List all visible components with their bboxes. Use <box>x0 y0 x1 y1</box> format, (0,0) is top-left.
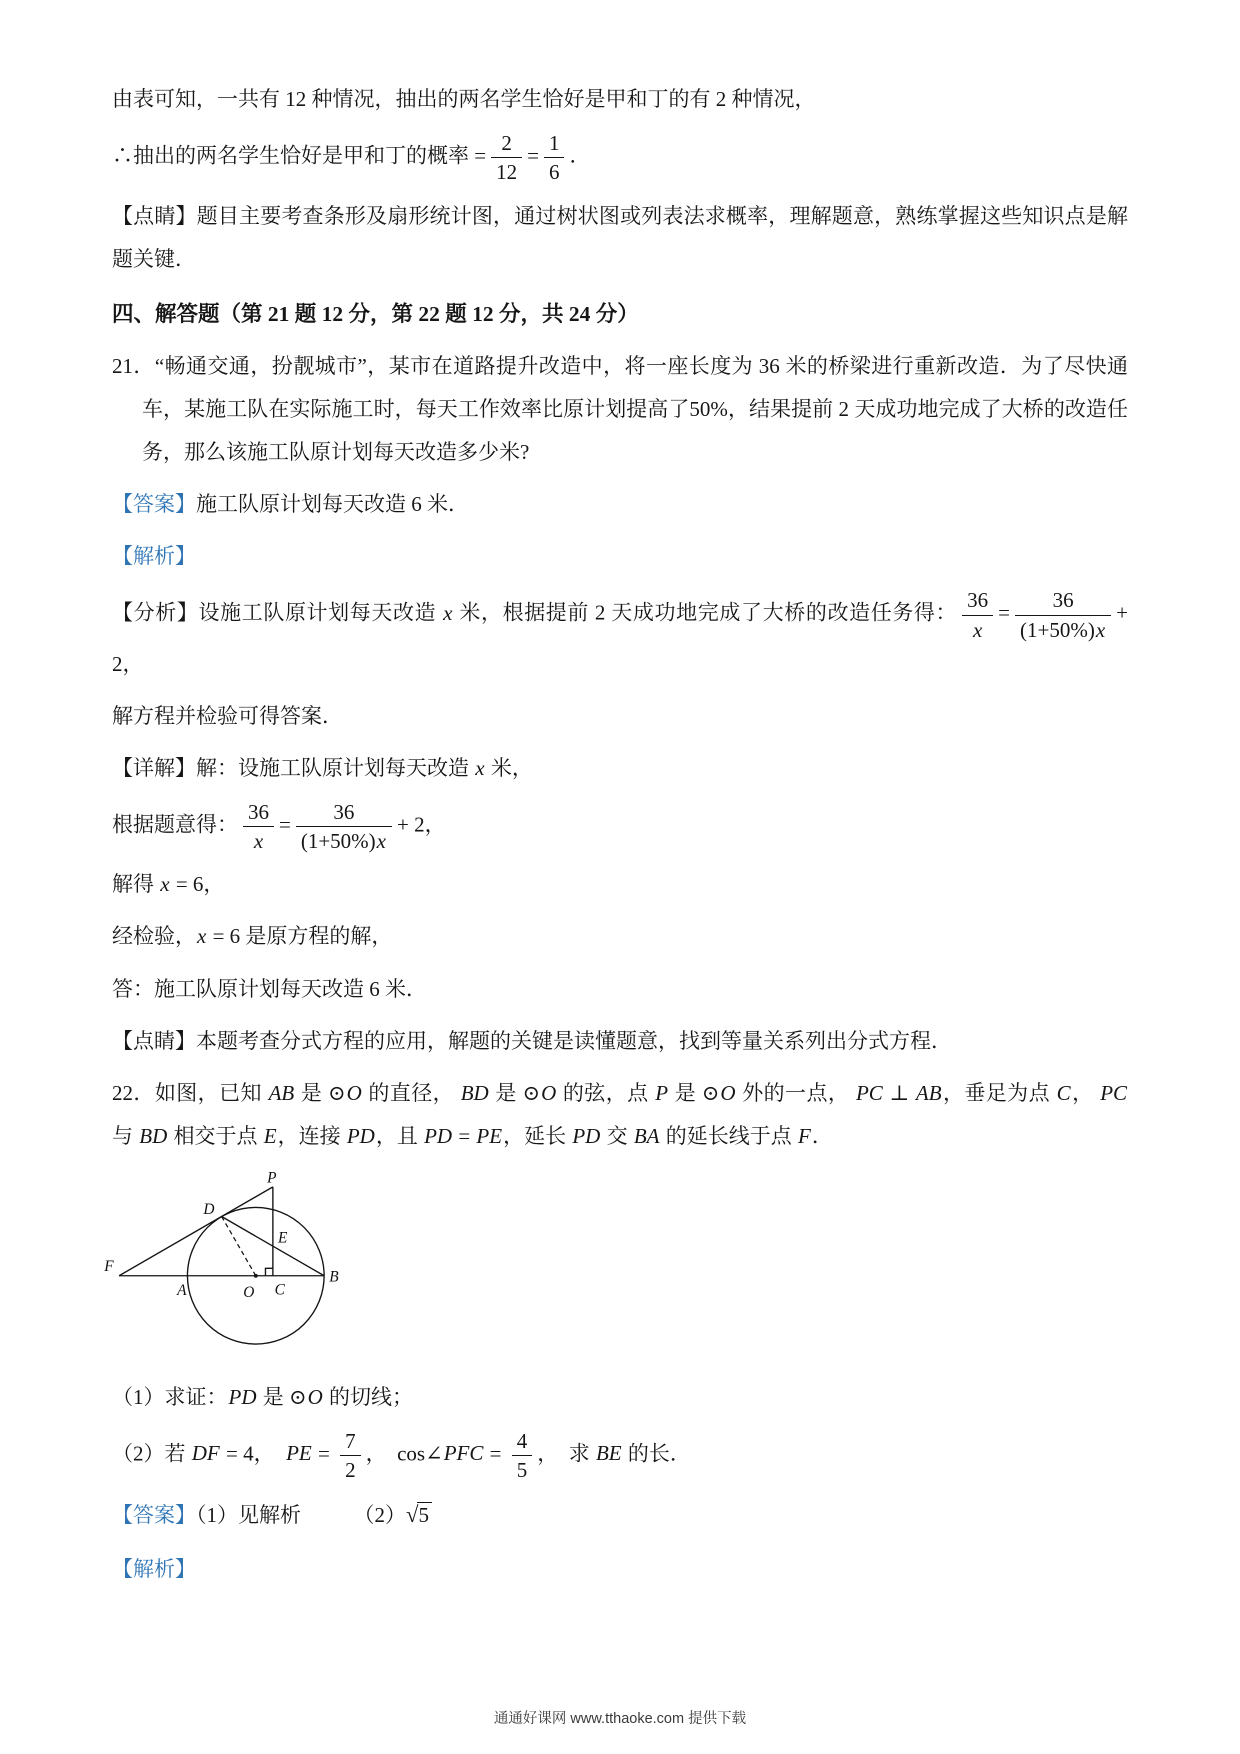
line-FP-tangent <box>119 1187 273 1276</box>
question-22-answer: 【答案】（1）见解析 （2）√5 <box>112 1492 1128 1539</box>
question-21-detail-setup: 【详解】解：设施工队原计划每天改造 x 米， <box>112 755 533 780</box>
geometry-figure <box>102 1167 1128 1364</box>
section-heading: 四、解答题（第 21 题 12 分，第 22 题 12 分，共 24 分） <box>112 301 639 326</box>
question-21-note: 【点睛】本题考查分式方程的应用，解题的关键是读懂题意，找到等量关系列出分式方程． <box>112 1028 952 1053</box>
center-point-O <box>254 1274 258 1278</box>
question-21-detail-answer: 答：施工队原计划每天改造 6 米． <box>112 976 427 1001</box>
label-D: D <box>203 1200 215 1218</box>
solution-line-table-count: 由表可知，一共有 12 种情况，抽出的两名学生恰好是甲和丁的有 2 种情况， <box>112 87 816 111</box>
question-21-analysis: 【分析】设施工队原计划每天改造 x 米，根据提前 2 天成功地完成了大桥的改造任务得： $\frac{36}{x}$ = $\frac{36}{(1+50\%)x}$ + 2， <box>112 588 1129 676</box>
question-21-detail-check: 经检验，x = 6 是原方程的解， <box>112 924 393 949</box>
question-22-part1: （1）求证：PD 是 ⊙O 的切线； <box>112 1384 414 1409</box>
question-21-analysis-cont: 解方程并检验可得答案． <box>112 703 343 728</box>
question-22-text: 22．如图，已知 AB 是 ⊙O 的直径， BD 是 ⊙O 的弦，点 P 是 ⊙O 外的一点， PC ⊥ AB，垂足为点 C， PC 与 BD 相交于点 E，连接 PD，且 PD = PE，延长 PD 交 BA 的延长线于点 F． <box>112 1080 1128 1148</box>
question-21-detail-solve: 解得 x = 6， <box>112 872 225 897</box>
question-21-detail-equation: 根据题意得： $\frac{36}{x}$ = $\frac{36}{(1+50\%)x}$ + 2， <box>112 799 446 854</box>
label-B: B <box>329 1268 339 1286</box>
solution-line-probability-equation: ∴抽出的两名学生恰好是甲和丁的概率 = $\frac{2}{12}$ = $\frac{1}{6}$ ． <box>112 131 591 185</box>
document-body <box>104 78 1129 1591</box>
label-O: O <box>243 1283 255 1301</box>
line-DO-dashed-radius <box>222 1216 256 1275</box>
question-21-text: 21．“畅通交通，扮靓城市”，某市在道路提升改造中，将一座长度为 36 米的桥梁进行重新改造．为了尽快通车，某施工队在实际施工时，每天工作效率比原计划提高了50%，结果提前 2 天成功地完成了大桥的改造任务，那么该施工队原计划每天改造多少米? <box>112 354 1128 465</box>
right-angle-mark <box>265 1268 272 1275</box>
page-footer-watermark: 通通好课网 www.tthaoke.com 提供下载 <box>493 1711 747 1727</box>
label-C: C <box>274 1281 285 1299</box>
question-22-part2: （2）若 DF = 4， PE = $\frac{7}{2}$ ， cos∠PFC = $\frac{4}{5}$ ， 求 BE 的长． <box>112 1428 691 1482</box>
question-21-answer: 【答案】施工队原计划每天改造 6 米． <box>112 492 469 517</box>
question-22-jiexi-label: 【解析】 <box>112 1556 196 1581</box>
label-P: P <box>267 1169 277 1187</box>
label-F: F <box>104 1257 114 1275</box>
solution-note-q20: 【点睛】题目主要考查条形及扇形统计图，通过树状图或列表法求概率，理解题意，熟练掌握这些知识点是解题关键． <box>112 203 1128 271</box>
circle-tangent-diagram <box>102 1167 364 1364</box>
label-A: A <box>177 1281 187 1299</box>
label-E: E <box>277 1229 288 1247</box>
question-21-jiexi-label: 【解析】 <box>112 544 196 569</box>
